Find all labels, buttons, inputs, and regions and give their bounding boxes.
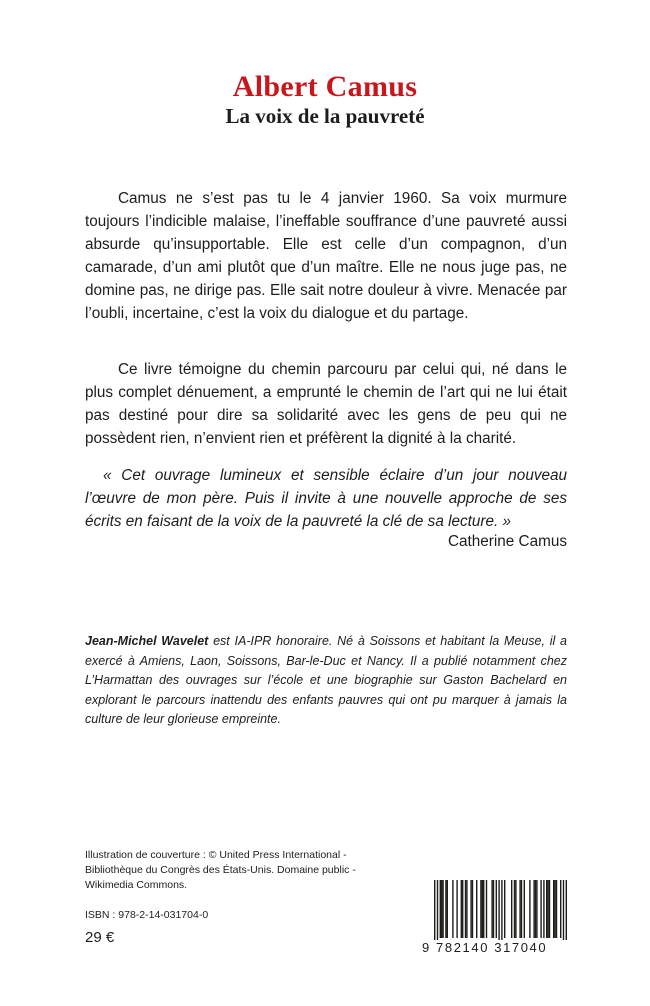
barcode-bar [480,880,481,938]
barcode-bar [511,880,512,938]
testimonial-quote: « Cet ouvrage lumineux et sensible éclaire d’un jour nouveau l’œuvre de mon père. Puis il invite à une nouvelle approche de ses écrits en faisant de la voix de la pauvreté la clé de sa lecture. » [85,467,567,530]
barcode-bar [476,880,477,938]
barcode-bar [462,880,463,938]
barcode-bar [461,880,462,938]
book-subtitle: La voix de la pauvreté [225,104,425,128]
barcode-bar [553,880,554,938]
barcode-bar [445,880,446,938]
barcode-bar [524,880,525,938]
barcode-bar [434,880,435,944]
barcode-bar [543,880,544,938]
barcode-bar [536,880,537,938]
barcode-bar [482,880,483,938]
barcode-bar [465,880,466,938]
barcode-bars [422,880,570,944]
barcode-bar [437,880,438,944]
quote-author: Catherine Camus [447,533,567,550]
barcode-bar [535,880,536,938]
barcode-bar [447,880,448,938]
barcode-bar [441,880,442,938]
barcode-bar [549,880,550,938]
barcode-bar [456,880,457,938]
barcode-bar [486,880,487,938]
barcode-digits: 9 782140 317040 [422,940,570,955]
barcode-bar [470,880,471,938]
barcode-bar [493,880,494,938]
barcode-bar [514,880,515,938]
summary-paragraph-2: Ce livre témoigne du chemin parcouru par celui qui, né dans le plus complet dénuement, a emprunté le chemin de l’art qui ne lui était pas destiné pour dire sa solidarité avec les gens de peu qui ne possèdent rien, n’envient rien et préfèrent la dignité à la charité. [85,361,567,447]
barcode-bar [504,880,505,938]
cover-illustration-credit: Illustration de couverture : © United Press International - Bibliothèque du Congrès des États-Unis. Domaine public - Wikimedia Commons. [85,849,356,891]
author-name: Jean-Michel Wavelet [85,634,209,648]
barcode-bar [521,880,522,938]
book-title: Albert Camus [232,70,418,103]
barcode-bar [466,880,467,938]
barcode-bar [540,880,541,938]
barcode-bar [515,880,516,938]
isbn: ISBN : 978-2-14-031704-0 [85,909,209,921]
barcode-bar [560,880,561,938]
barcode-bar [519,880,520,938]
barcode-bar [546,880,547,938]
barcode-bar [501,880,502,944]
barcode-bar [533,880,534,938]
barcode-bar [440,880,441,938]
barcode-bar [554,880,555,938]
author-bio-text: est IA-IPR honoraire. Né à Soissons et habitant la Meuse, il a exercé à Amiens, Laon, Soissons, Bar-le-Duc et Nancy. Il a publié notamment chez L’Harmattan des ouvrages sur l’école et une biographie sur Gaston Bachelard en explorant le parcours inattendu des enfants pauvres qui ont pu marquer à jamais la culture de leur glorieuse empreinte. [85,634,567,726]
barcode-bar [496,880,497,938]
barcode-bar [563,880,564,944]
barcode-bar [556,880,557,938]
barcode-bar [442,880,443,938]
price: 29 € [85,929,115,946]
barcode-bar [547,880,548,938]
summary-paragraph-1: Camus ne s’est pas tu le 4 janvier 1960. Sa voix murmure toujours l’indicible malaise, l’ineffable souffrance d’une pauvreté aussi absurde qu’insupportable. Elle est celle d’un compagnon, d’un camarade, d’un ami plutôt que d’un maître. Elle ne nous juge pas, ne domine pas, ne dirige pas. Elle sait notre douleur à vivre. Menacée par l’oubli, incertaine, c’est la voix du dialogue et du partage. [85,190,567,322]
barcode-bar [472,880,473,938]
barcode-bar [491,880,492,938]
barcode-bar [452,880,453,938]
barcode-bar [498,880,499,944]
author-bio [85,632,567,730]
barcode-bar [483,880,484,938]
barcode-bar [566,880,567,944]
barcode-bar [529,880,530,938]
